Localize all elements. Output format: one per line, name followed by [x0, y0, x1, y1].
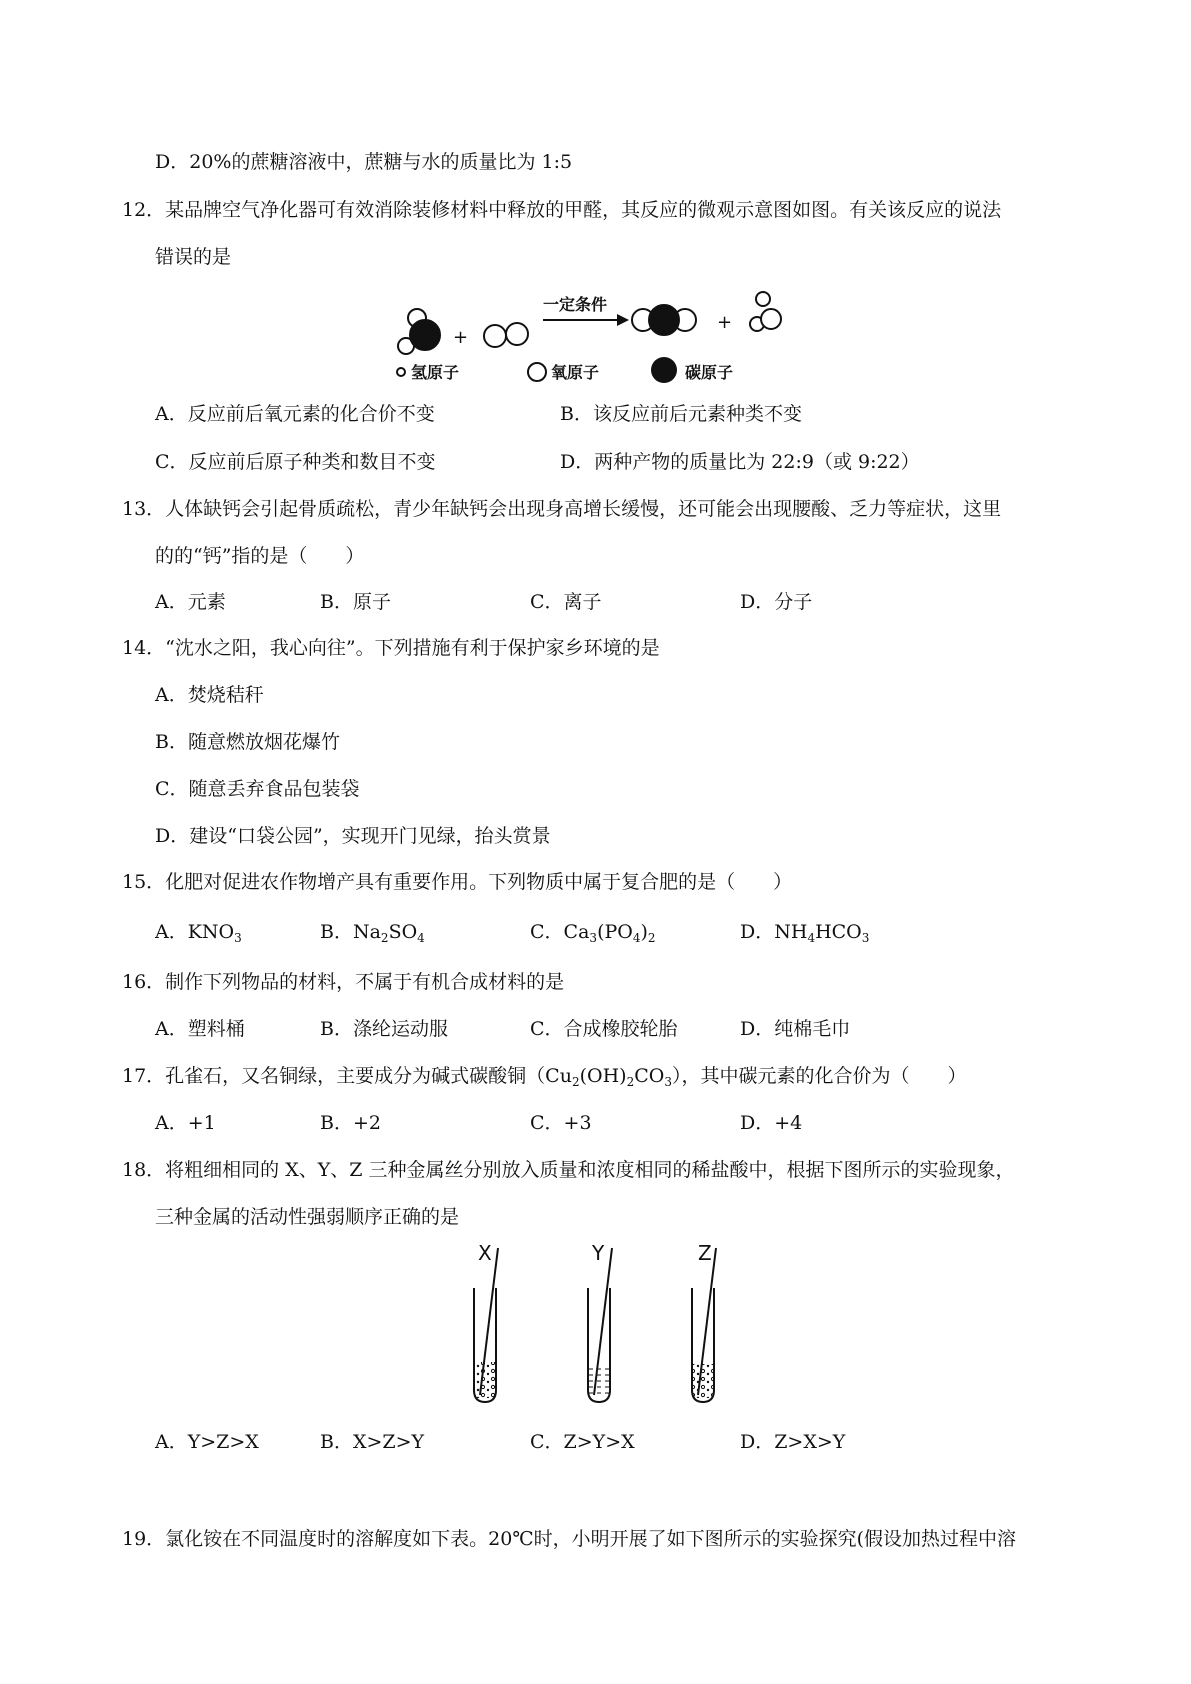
reaction-micro-diagram — [395, 288, 815, 398]
q15-option-c: C．$Ca_3(PO_4)_2$ — [530, 921, 656, 945]
q13-option-b: B．原子 — [320, 591, 391, 613]
q13-option-a: A．元素 — [155, 591, 226, 613]
water-molecule-icon — [750, 292, 781, 331]
q13-stem-line2: 的的“钙”指的是（ ） — [155, 545, 365, 567]
q16-option-d: D．纯棉毛巾 — [740, 1018, 851, 1040]
tube-label-z: Z — [698, 1241, 712, 1265]
q17-option-c: C．+3 — [530, 1112, 592, 1134]
q12-option-a: A．反应前后氧元素的化合价不变 — [155, 403, 435, 425]
hydrogen-legend-icon — [397, 368, 405, 376]
metal-test-tubes-diagram — [460, 1240, 740, 1410]
q18-stem-line2: 三种金属的活动性强弱顺序正确的是 — [155, 1206, 460, 1228]
test-tube-x — [474, 1241, 498, 1402]
q16-option-a: A．塑料桶 — [155, 1018, 245, 1040]
q18-option-a: A．Y>Z>X — [155, 1431, 259, 1453]
q17-option-d: D．+4 — [740, 1112, 803, 1134]
q17-stem: 17．孔雀石，又名铜绿，主要成分为碱式碳酸铜$(Cu_2(OH)_2CO_3)$，其中碳元素的化合价为（ ） — [122, 1065, 967, 1089]
formaldehyde-molecule-icon — [398, 309, 440, 354]
q12-stem-line2: 错误的是 — [155, 246, 232, 268]
q12-option-d: D．两种产物的质量比为 22:9（或 9:22） — [560, 451, 920, 473]
q14-option-c: C．随意丢弃食品包装袋 — [155, 778, 360, 800]
q19-stem-line1: 19．氯化铵在不同温度时的溶解度如下表。20℃时，小明开展了如下图所示的实验探究(假设加热过程中溶 — [122, 1528, 1017, 1550]
legend-hydrogen: 氢原子 — [411, 363, 460, 382]
q15-option-d: D．$NH_4HCO_3$ — [740, 921, 870, 945]
q12-stem-line1: 12．某品牌空气净化器可有效消除装修材料中释放的甲醛，其反应的微观示意图如图。有关该反应的说法 — [122, 199, 1002, 221]
q11-option-d: D．20%的蔗糖溶液中，蔗糖与水的质量比为 1:5 — [155, 151, 573, 173]
carbon-dioxide-molecule-icon — [632, 305, 696, 335]
q13-option-d: D．分子 — [740, 591, 813, 613]
q15-option-a: A．$KNO_3$ — [155, 921, 242, 945]
q14-option-b: B．随意燃放烟花爆竹 — [155, 731, 340, 753]
oxygen-legend-icon — [528, 363, 546, 381]
q18-option-b: B．X>Z>Y — [320, 1431, 425, 1453]
oxygen-molecule-icon — [484, 323, 528, 347]
carbon-legend-icon — [651, 357, 677, 383]
tube-label-x: X — [478, 1241, 492, 1265]
q16-stem: 16．制作下列物品的材料，不属于有机合成材料的是 — [122, 971, 565, 993]
tube-label-y: Y — [592, 1241, 605, 1265]
legend-carbon: 碳原子 — [685, 363, 734, 382]
legend-oxygen: 氧原子 — [551, 363, 600, 382]
q15-stem: 15．化肥对促进农作物增产具有重要作用。下列物质中属于复合肥的是（ ） — [122, 871, 793, 893]
reaction-condition-label: 一定条件 — [543, 295, 608, 314]
test-tube-y — [588, 1241, 612, 1402]
q18-stem-line1: 18．将粗细相同的 X、Y、Z 三种金属丝分别放入质量和浓度相同的稀盐酸中，根据下图所示的实验现象， — [122, 1159, 1015, 1181]
q12-option-b: B．该反应前后元素种类不变 — [560, 403, 802, 425]
q16-option-c: C．合成橡胶轮胎 — [530, 1018, 678, 1040]
q14-stem: 14．“沈水之阳，我心向往”。下列措施有利于保护家乡环境的是 — [122, 637, 660, 659]
q18-option-d: D．Z>X>Y — [740, 1431, 846, 1453]
q15-option-b: B．$Na_2SO_4$ — [320, 921, 425, 945]
q14-option-d: D．建设“口袋公园”，实现开门见绿，抬头赏景 — [155, 825, 551, 847]
plus-sign-1: + — [453, 327, 469, 348]
q17-option-b: B．+2 — [320, 1112, 381, 1134]
q14-option-a: A．焚烧秸秆 — [155, 684, 264, 706]
q13-stem-line1: 13．人体缺钙会引起骨质疏松，青少年缺钙会出现身高增长缓慢，还可能会出现腰酸、乏力等症状，这里 — [122, 498, 1002, 520]
q13-option-c: C．离子 — [530, 591, 602, 613]
q17-option-a: A．+1 — [155, 1112, 216, 1134]
q12-option-c: C．反应前后原子种类和数目不变 — [155, 451, 436, 473]
q18-option-c: C．Z>Y>X — [530, 1431, 635, 1453]
plus-sign-2: + — [717, 312, 733, 333]
test-tube-z — [692, 1241, 716, 1402]
q16-option-b: B．涤纶运动服 — [320, 1018, 448, 1040]
